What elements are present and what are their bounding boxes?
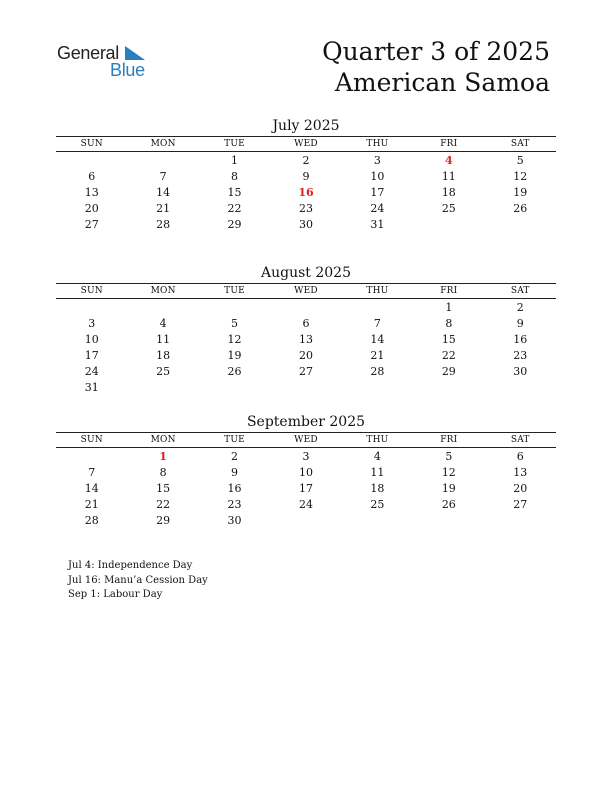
day-cell: 26 <box>513 201 528 215</box>
day-cell: 13 <box>298 332 313 346</box>
weekday-header: SAT <box>510 286 530 296</box>
weekday-header: MON <box>150 435 176 445</box>
day-cell: 27 <box>84 217 99 231</box>
day-cell: 15 <box>441 332 456 346</box>
month-title: July 2025 <box>272 118 340 134</box>
logo-text-blue: Blue <box>110 60 145 80</box>
day-cell: 20 <box>84 201 99 215</box>
week-row <box>56 496 556 512</box>
holiday-note: Sep 1: Labour Day <box>68 589 163 600</box>
day-cell: 11 <box>156 332 171 346</box>
holiday-notes <box>68 559 208 603</box>
day-cell: 1 <box>231 153 239 167</box>
week-row <box>56 200 556 216</box>
month-title: August 2025 <box>261 265 351 281</box>
day-cell: 6 <box>302 316 310 330</box>
week-row <box>56 379 556 395</box>
day-cell: 12 <box>441 465 456 479</box>
weekday-header: SAT <box>510 435 530 445</box>
day-cell: 3 <box>302 449 310 463</box>
day-cell: 3 <box>373 153 381 167</box>
day-cell: 18 <box>370 481 385 495</box>
day-cell: 11 <box>370 465 385 479</box>
day-cell: 22 <box>227 201 242 215</box>
day-cell: 9 <box>302 169 310 183</box>
day-cell: 12 <box>227 332 242 346</box>
day-cell: 8 <box>231 169 239 183</box>
week-row <box>56 512 556 528</box>
day-cell: 30 <box>298 217 313 231</box>
weekday-header: FRI <box>440 139 458 149</box>
day-cell: 21 <box>370 348 385 362</box>
logo-flag-icon <box>123 45 147 61</box>
day-cell: 26 <box>227 364 242 378</box>
weekday-header: SAT <box>510 139 530 149</box>
week-row <box>56 448 556 464</box>
day-cell: 14 <box>156 185 171 199</box>
day-cell: 13 <box>84 185 99 199</box>
day-cell: 23 <box>513 348 528 362</box>
day-cell: 14 <box>84 481 99 495</box>
holiday-note: Jul 16: Manu’a Cession Day <box>68 574 208 586</box>
day-cell: 22 <box>156 497 171 511</box>
day-cell: 2 <box>516 300 524 314</box>
day-cell: 31 <box>370 217 385 231</box>
day-cell: 2 <box>231 449 239 463</box>
day-cell: 28 <box>84 513 99 527</box>
day-cell: 19 <box>441 481 456 495</box>
day-cell: 15 <box>156 481 171 495</box>
month-july <box>56 117 556 232</box>
weekday-header: THU <box>366 139 389 149</box>
day-cell: 31 <box>84 380 99 394</box>
day-cell: 10 <box>370 169 385 183</box>
day-cell: 18 <box>441 185 456 199</box>
logo <box>57 43 157 83</box>
page-title <box>322 36 550 98</box>
day-cell: 3 <box>88 316 96 330</box>
day-cell: 29 <box>227 217 242 231</box>
day-cell: 1 <box>445 300 453 314</box>
weekday-header: SUN <box>80 286 103 296</box>
day-cell: 6 <box>88 169 96 183</box>
week-row <box>56 480 556 496</box>
weekday-header-row <box>56 432 556 448</box>
weekday-header: WED <box>294 139 318 149</box>
week-row <box>56 331 556 347</box>
day-cell: 10 <box>84 332 99 346</box>
day-cell: 17 <box>370 185 385 199</box>
day-cell: 8 <box>445 316 453 330</box>
week-row <box>56 168 556 184</box>
day-cell: 10 <box>298 465 313 479</box>
weekday-header: THU <box>366 435 389 445</box>
day-cell: 8 <box>159 465 167 479</box>
day-cell: 22 <box>441 348 456 362</box>
day-cell: 5 <box>231 316 239 330</box>
day-cell: 23 <box>298 201 313 215</box>
logo-text-general: General <box>57 43 119 63</box>
week-row <box>56 464 556 480</box>
day-cell: 18 <box>156 348 171 362</box>
week-row <box>56 347 556 363</box>
title-country: American Samoa <box>334 68 550 97</box>
day-cell: 17 <box>84 348 99 362</box>
day-cell: 5 <box>516 153 524 167</box>
week-row <box>56 363 556 379</box>
week-row <box>56 152 556 168</box>
day-cell: 25 <box>156 364 171 378</box>
day-cell: 9 <box>231 465 239 479</box>
weekday-header: WED <box>294 286 318 296</box>
month-september <box>56 413 556 528</box>
day-cell: 28 <box>156 217 171 231</box>
day-cell: 25 <box>441 201 456 215</box>
month-august <box>56 264 556 395</box>
day-cell: 16 <box>227 481 242 495</box>
day-cell: 9 <box>516 316 524 330</box>
weekday-header: TUE <box>224 286 245 296</box>
day-cell: 6 <box>516 449 524 463</box>
day-cell: 7 <box>373 316 381 330</box>
day-cell: 17 <box>298 481 313 495</box>
day-cell: 19 <box>227 348 242 362</box>
day-cell: 25 <box>370 497 385 511</box>
week-row <box>56 315 556 331</box>
day-cell: 27 <box>513 497 528 511</box>
weekday-header: WED <box>294 435 318 445</box>
day-cell: 30 <box>513 364 528 378</box>
weekday-header-row <box>56 283 556 299</box>
week-row <box>56 299 556 315</box>
weekday-header: MON <box>150 139 176 149</box>
title-quarter: Quarter 3 of 2025 <box>322 37 550 66</box>
day-cell: 4 <box>159 316 167 330</box>
day-cell: 16 <box>513 332 528 346</box>
day-cell: 15 <box>227 185 242 199</box>
day-cell: 7 <box>159 169 167 183</box>
day-cell: 16 <box>298 185 314 199</box>
weekday-header: MON <box>150 286 176 296</box>
weekday-header: FRI <box>440 435 458 445</box>
day-cell: 4 <box>444 153 453 167</box>
week-row <box>56 184 556 200</box>
day-cell: 13 <box>513 465 528 479</box>
day-cell: 20 <box>298 348 313 362</box>
weekday-header: THU <box>366 286 389 296</box>
weekday-header: TUE <box>224 435 245 445</box>
weekday-header: SUN <box>80 139 103 149</box>
day-cell: 11 <box>441 169 456 183</box>
day-cell: 14 <box>370 332 385 346</box>
day-cell: 4 <box>373 449 381 463</box>
holiday-note: Jul 4: Independence Day <box>68 560 193 571</box>
day-cell: 21 <box>84 497 99 511</box>
day-cell: 24 <box>298 497 313 511</box>
day-cell: 26 <box>441 497 456 511</box>
day-cell: 2 <box>302 153 310 167</box>
week-row <box>56 216 556 232</box>
month-title: September 2025 <box>246 414 366 430</box>
weekday-header-row <box>56 136 556 152</box>
day-cell: 29 <box>156 513 171 527</box>
day-cell: 21 <box>156 201 171 215</box>
day-cell: 12 <box>513 169 528 183</box>
day-cell: 1 <box>159 449 167 463</box>
day-cell: 19 <box>513 185 528 199</box>
day-cell: 20 <box>513 481 528 495</box>
weekday-header: FRI <box>440 286 458 296</box>
day-cell: 23 <box>227 497 242 511</box>
day-cell: 5 <box>445 449 453 463</box>
weekday-header: TUE <box>224 139 245 149</box>
day-cell: 28 <box>370 364 385 378</box>
day-cell: 24 <box>84 364 99 378</box>
day-cell: 29 <box>441 364 456 378</box>
weekday-header: SUN <box>80 435 103 445</box>
day-cell: 30 <box>227 513 242 527</box>
day-cell: 27 <box>298 364 313 378</box>
day-cell: 7 <box>88 465 96 479</box>
day-cell: 24 <box>370 201 385 215</box>
